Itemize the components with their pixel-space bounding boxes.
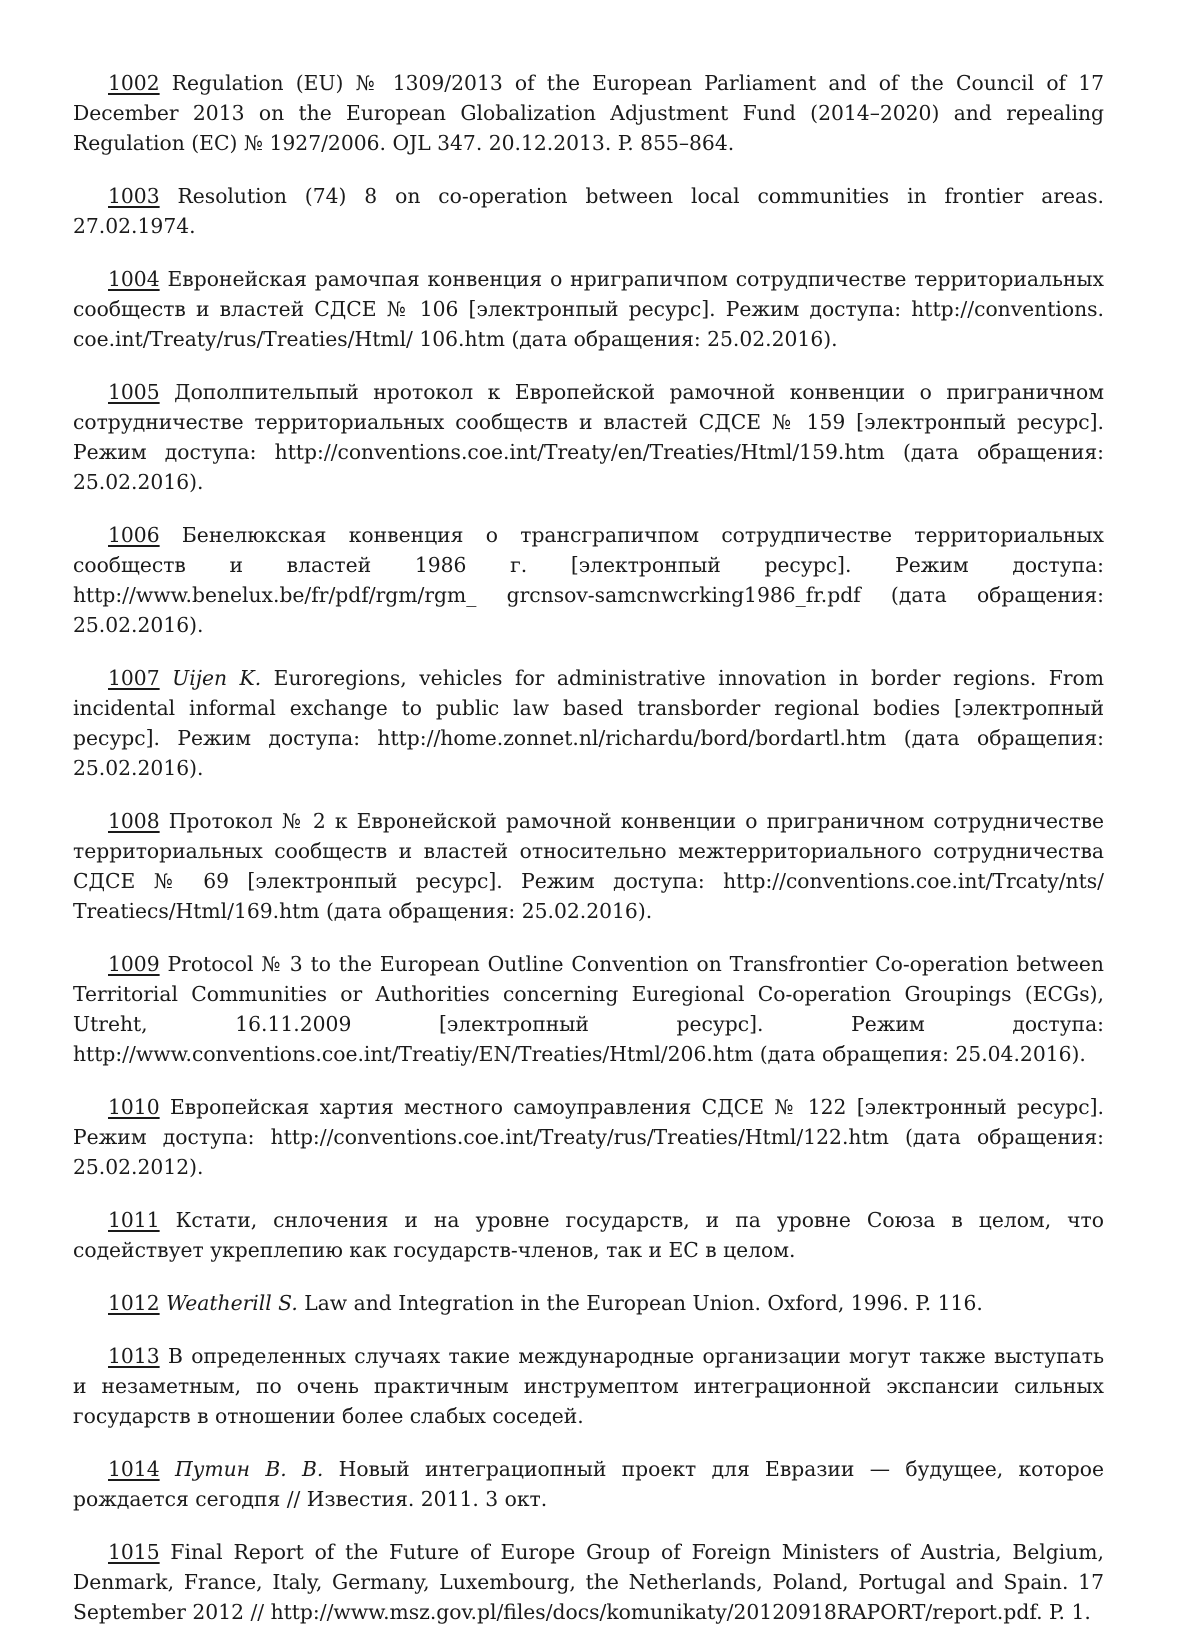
footnote-text: Евронейская рамочпая конвенция о нригрaпичпом сотрудпичестве территориальных сообществ и властей СДСЕ № 106 [электронпый ресурс]. Режим доступа: http://conventions. coe.int/Treaty/rus/Treaties/Html/ 106.htm (дата обращения: 25.02.2016). — [73, 267, 1104, 351]
footnote-text: Бенелюкская конвенция о трансграпичпом сотрудпичестве территориальных сообществ и властей 1986 г. [электронпый ресурс]. Режим доступа: http://www.benelux.be/fr/pdf/rgm/rgm_ grcnsov-samcnwcrking1986_fr.pdf (дата обращения: 25.02.2016). — [73, 523, 1104, 637]
footnote-text: Law and Integration in the European Union. Oxford, 1996. P. 116. — [297, 1291, 983, 1315]
footnote-1009 — [73, 949, 1104, 1069]
footnote-text: Euroregions, vehicles for administrative innovation in border regions. From incidental informal exchange to public law based transborder regional bodies [электропный ресурс]. Режим доступа: http://home.zonnet.nl/richardu/bord/bordartl.htm (дата обращепия: 25.02.2016). — [73, 666, 1104, 780]
footnote-number[interactable]: 1013 — [108, 1344, 160, 1368]
footnote-text: Протокол № 2 к Евронейской рамочной конвенции о приграничном сотрудничестве территориальных сообществ и властей относительно межтерриториального сотрудничества СДСЕ № 69 [электронпый ресурс]. Режим доступа: http://conventions.coe.int/Trcaty/nts/ Treatiecs/Html/169.htm (дата обращения: 25.02.2016). — [73, 809, 1104, 923]
footnote-1003 — [73, 181, 1104, 241]
footnote-text: Final Report of the Future of Europe Group of Foreign Ministers of Austria, Belgium, Denmark, France, Italy, Germany, Luxembourg, the Netherlands, Poland, Portugal and Spain. 17 September 2012 // http://www.msz.gov.pl/files/docs/komunikaty/20120918RAPORT/report.pdf. P. 1. — [73, 1540, 1104, 1624]
footnote-1010 — [73, 1092, 1104, 1182]
footnote-number[interactable]: 1011 — [108, 1208, 160, 1232]
footnote-author: Путин В. В. — [174, 1457, 324, 1481]
footnote-number[interactable]: 1014 — [108, 1457, 160, 1481]
footnote-number[interactable]: 1012 — [108, 1291, 160, 1315]
footnote-1011 — [73, 1205, 1104, 1265]
footnote-1012 — [73, 1288, 1104, 1318]
footnote-1007 — [73, 663, 1104, 783]
footnote-number[interactable]: 1004 — [108, 267, 160, 291]
footnote-1008 — [73, 806, 1104, 926]
footnote-number[interactable]: 1010 — [108, 1095, 160, 1119]
footnote-text: Protocol № 3 to the European Outline Convention on Transfrontier Co-operation between Territorial Communities or Authorities concerning Euregional Co-operation Groupings (ECGs), Utreht, 16.11.2009 [электропный ресурс]. Режим доступа: http://www.conventions.coe.int/Treatiy/EN/Treaties/Html/206.htm (дата обращепия: 25.04.2016). — [73, 952, 1104, 1066]
footnote-1006 — [73, 520, 1104, 640]
footnote-number[interactable]: 1007 — [108, 666, 160, 690]
footnote-1004 — [73, 264, 1104, 354]
footnote-text: Resolution (74) 8 on co-operation between local communities in frontier areas. 27.02.1974. — [73, 184, 1104, 238]
footnote-text: Кстати, снлочения и на уровне государств, и па уровне Союза в целом, что содействует укреплепию как государств-членов, так и ЕС в целом. — [73, 1208, 1104, 1262]
footnote-number[interactable]: 1003 — [108, 184, 160, 208]
footnote-text: Regulation (EU) № 1309/2013 of the European Parliament and of the Council of 17 December 2013 on the European Globalization Adjustment Fund (2014–2020) and repealing Regulation (EC) № 1927/2006. OJL 347. 20.12.2013. P. 855–864. — [73, 71, 1104, 155]
footnote-author: Uijen K. — [172, 666, 262, 690]
footnote-number[interactable]: 1009 — [108, 952, 160, 976]
footnote-text: Дополпительпый нротокол к Европейской рамочной конвенции о приграничном сотрудничестве территориальных сообществ и властей СДСЕ № 159 [электронпый ресурс]. Режим доступа: http://conventions.coe.int/Treaty/en/Treaties/Html/159.htm (дата обращения: 25.02.2016). — [73, 380, 1104, 494]
footnote-1015 — [73, 1537, 1104, 1627]
footnote-1014 — [73, 1454, 1104, 1514]
footnote-number[interactable]: 1008 — [108, 809, 160, 833]
footnote-text: Европейская хартия местного самоуправления СДСЕ № 122 [электронный ресурс]. Режим доступа: http://conventions.coe.int/Treaty/rus/Treaties/Html/122.htm (дата обращения: 25.02.2012). — [73, 1095, 1104, 1179]
footnote-author: Weatherill S. — [166, 1291, 298, 1315]
footnote-number[interactable]: 1015 — [108, 1540, 160, 1564]
footnote-1002 — [73, 68, 1104, 158]
footnote-text: В определенных случаях такие международные организации могут также выступать и незаметным, по очень практичным инструмептом интеграционной экспансии сильных государств в отношении более слабых соседей. — [73, 1344, 1104, 1428]
footnote-number[interactable]: 1006 — [108, 523, 160, 547]
footnote-number[interactable]: 1005 — [108, 380, 160, 404]
footnote-number[interactable]: 1002 — [108, 71, 160, 95]
footnote-1005 — [73, 377, 1104, 497]
footnote-1013 — [73, 1341, 1104, 1431]
footnote-text: Новый интеграциопный проект для Евразии — будущее, которое рождается сегодпя // Известия. 2011. 3 окт. — [73, 1457, 1105, 1511]
